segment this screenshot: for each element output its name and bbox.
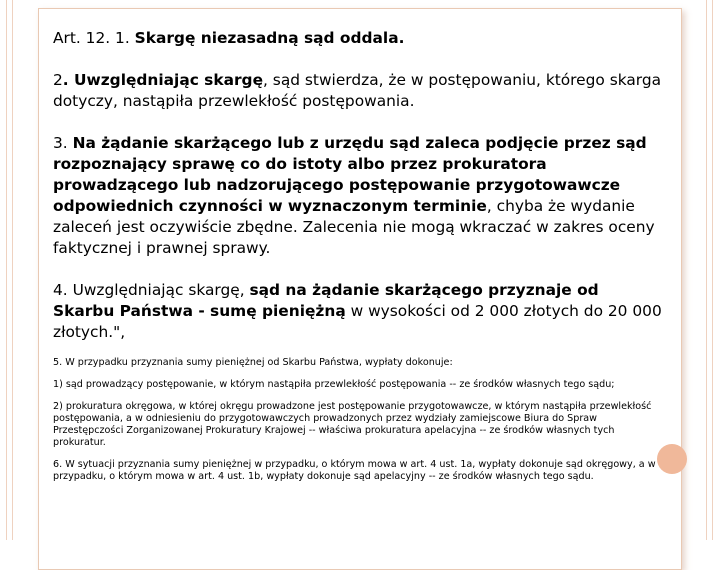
paragraph-5: 5. W przypadku przyznania sumy pieniężnej od Skarbu Państwa, wypłaty dokonuje:: [53, 357, 453, 368]
paragraph-3-number: 3.: [53, 134, 73, 152]
right-border-line-inner: [706, 0, 707, 540]
paragraph-art-12-1: [53, 28, 665, 49]
paragraph-1-bold: Skargę niezasadną sąd oddala.: [134, 29, 405, 47]
paragraph-2-rest: , sąd stwierdza, że w postępowaniu, którego skarga dotyczy, nastąpiła przewlekłość postępowania.: [53, 71, 662, 110]
paragraph-1-normal: Art. 12. 1.: [53, 29, 135, 47]
paragraph-2-number: 2: [53, 71, 63, 89]
paragraph-5-point-1: 1) sąd prowadzący postępowanie, w którym nastąpiła przewlekłość postępowania -- ze środków własnych tego sądu;: [53, 379, 615, 390]
paragraph-6: 6. W sytuacji przyznania sumy pieniężnej w przypadku, o którym mowa w art. 4 ust. 1a, wypłaty dokonuje sąd okręgowy, a w przypadku, o którym mowa w art. 4 ust. 1b, wypłaty dokonuje sąd apelacyjny -- ze środków własnych tego sądu.: [53, 459, 656, 482]
paragraph-4: [53, 280, 665, 343]
paragraph-5-point-2: 2) prokuratura okręgowa, w której okręgu prowadzone jest postępowanie przygotowawcze, w którym nastąpiła przewlekłość postępowania, a w odniesieniu do przygotowawczych prowadzonych przez wydziały zamiejscowe Biura do Spraw Przestępczości Zorganizowanej Prokuratury Krajowej -- właściwa prokuratura apelacyjna -- ze środków własnych tych prokuratur.: [53, 401, 652, 448]
paragraph-4-bold: sąd na żądanie skarżącego przyznaje od Skarbu Państwa - sumę pieniężną: [53, 281, 599, 320]
paragraph-4-rest: w wysokości od 2 000 złotych do 20 000 złotych.",: [53, 302, 662, 341]
paragraph-3-bold: Na żądanie skarżącego lub z urzędu sąd zaleca podjęcie przez sąd rozpoznający sprawę co do istoty albo przez prokuratora prowadzącego lub nadzorującego postępowanie przygotowawcze odpowiednich czynności w wyznaczonym terminie: [53, 134, 647, 215]
left-border-line-inner: [12, 0, 13, 540]
left-border-line-outer: [6, 0, 7, 540]
paragraph-4-normal: 4. Uwzględniając skargę,: [53, 281, 250, 299]
slide-content: [53, 28, 665, 483]
paragraph-2-bold: . Uwzględniając skargę: [62, 71, 264, 89]
right-border-line-outer: [712, 0, 713, 540]
paragraph-3: [53, 133, 665, 259]
paragraph-3-rest: , chyba że wydanie zaleceń jest oczywiście zbędne. Zalecenia nie mogą wkraczać w zakres oceny faktycznej i prawnej sprawy.: [53, 197, 655, 257]
paragraph-2: [53, 70, 665, 112]
